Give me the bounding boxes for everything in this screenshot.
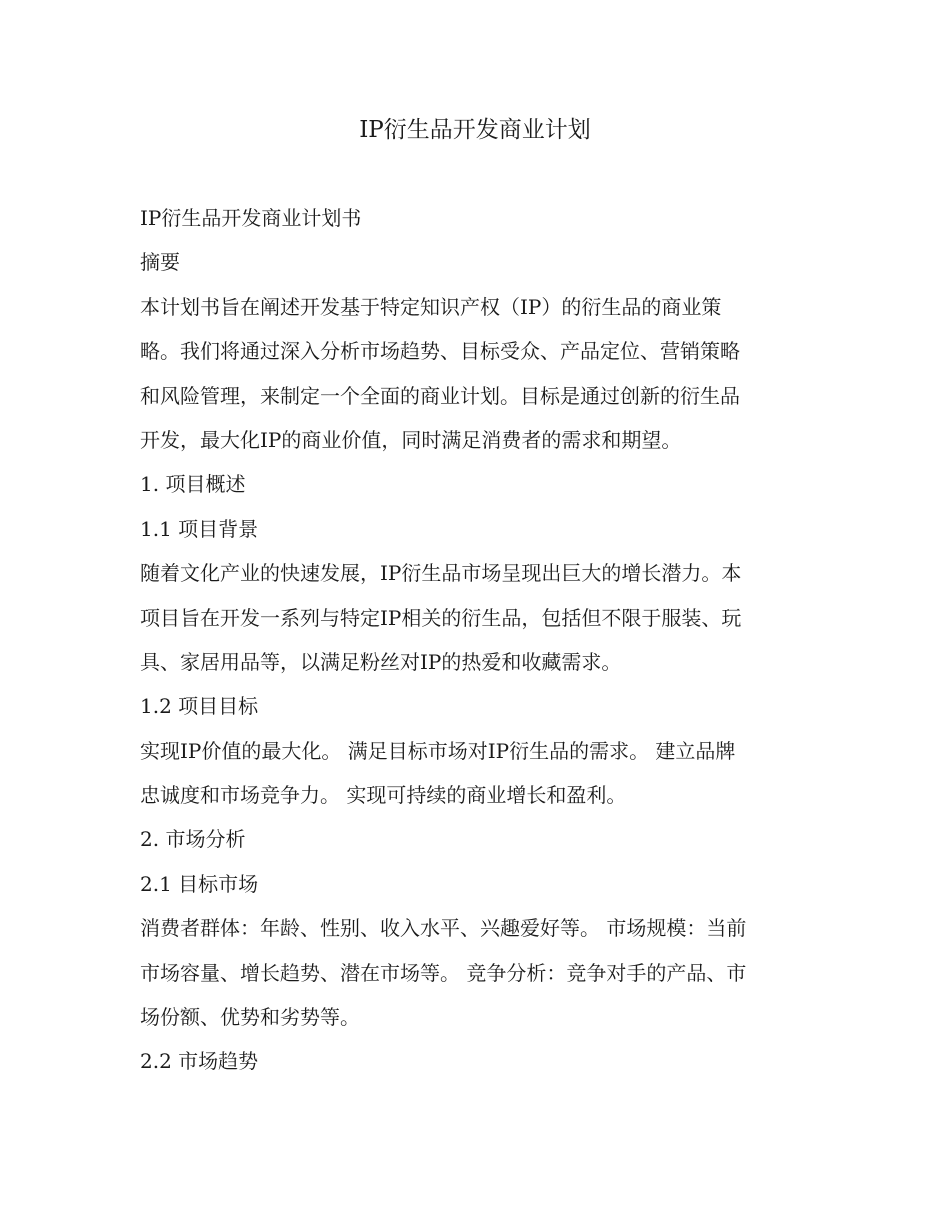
paragraph-line: 市场容量、增长趋势、潜在市场等。 竞争分析：竞争对手的产品、市	[140, 960, 747, 985]
paragraph-line: 开发，最大化IP的商业价值，同时满足消费者的需求和期望。	[140, 427, 682, 452]
paragraph-line: 忠诚度和市场竞争力。 实现可持续的商业增长和盈利。	[140, 783, 627, 808]
paragraph-line: 本计划书旨在阐述开发基于特定知识产权（IP）的衍生品的商业策	[140, 294, 722, 319]
paragraph-line: 实现IP价值的最大化。 满足目标市场对IP衍生品的需求。 建立品牌	[140, 738, 736, 763]
paragraph-line: 消费者群体：年龄、性别、收入水平、兴趣爱好等。 市场规模：当前	[140, 916, 747, 941]
paragraph-line: 随着文化产业的快速发展，IP衍生品市场呈现出巨大的增长潜力。本	[140, 561, 742, 586]
section-heading-1: 1. 项目概述	[140, 472, 246, 497]
paragraph-line: 场份额、优势和劣势等。	[140, 1005, 360, 1030]
page-title: IP衍生品开发商业计划	[359, 117, 591, 143]
section-heading-1-1: 1.1 项目背景	[140, 516, 259, 541]
paragraph-line: 略。我们将通过深入分析市场趋势、目标受众、产品定位、营销策略	[140, 339, 740, 364]
section-heading-2: 2. 市场分析	[140, 827, 246, 852]
subtitle-line: IP衍生品开发商业计划书	[140, 206, 362, 230]
section-heading-2-1: 2.1 目标市场	[140, 871, 259, 896]
paragraph-line: 具、家居用品等，以满足粉丝对IP的热爱和收藏需求。	[140, 649, 622, 674]
paragraph-line: 和风险管理，来制定一个全面的商业计划。目标是通过创新的衍生品	[140, 383, 740, 408]
paragraph-line: 项目旨在开发一系列与特定IP相关的衍生品，包括但不限于服装、玩	[140, 605, 742, 630]
section-heading-abstract: 摘要	[140, 250, 180, 275]
document-body	[140, 196, 810, 1084]
section-heading-2-2: 2.2 市场趋势	[140, 1049, 259, 1074]
section-heading-1-2: 1.2 项目目标	[140, 694, 259, 719]
